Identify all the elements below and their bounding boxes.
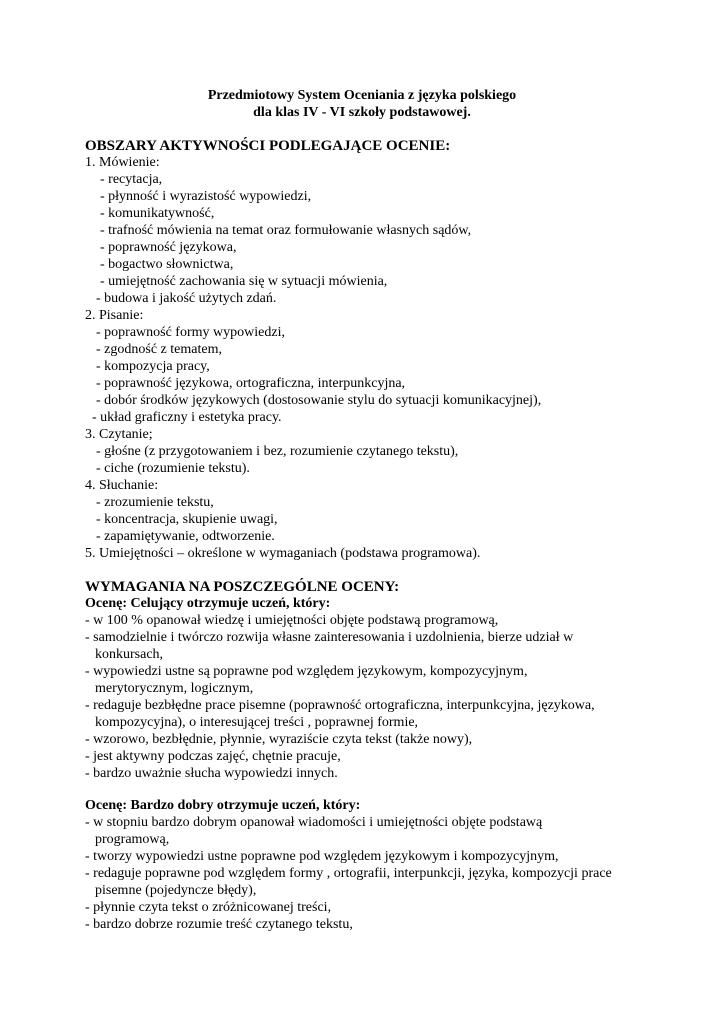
list-item: - poprawność językowa, [100, 240, 237, 255]
list-item: pisemne (pojedyncze błędy), [95, 883, 257, 898]
list-item: - dobór środków językowych (dostosowanie stylu do sytuacji komunikacyjnej), [96, 393, 542, 408]
area-speaking-label: 1. Mówienie: [85, 155, 160, 170]
list-item: - samodzielnie i twórczo rozwija własne zainteresowania i uzdolnienia, bierze udział w [85, 630, 574, 645]
area-skills-label: 5. Umiejętności – określone w wymaganiach (podstawa programowa). [85, 546, 481, 561]
document-title: Przedmiotowy System Oceniania z języka polskiego [207, 88, 517, 103]
grade-bardzo-dobry-heading: Ocenę: Bardzo dobry otrzymuje uczeń, który: [85, 798, 361, 813]
list-item: - recytacja, [100, 172, 163, 187]
area-listening-label: 4. Słuchanie: [85, 478, 159, 493]
grade-celujacy-heading: Ocenę: Celujący otrzymuje uczeń, który: [85, 596, 331, 611]
list-item: - układ graficzny i estetyka pracy. [92, 410, 282, 425]
list-item: - zgodność z tematem, [96, 342, 222, 357]
list-item: - ciche (rozumienie tekstu). [96, 461, 250, 476]
area-reading-label: 3. Czytanie; [85, 427, 153, 442]
list-item: - poprawność językowa, ortograficzna, interpunkcyjna, [96, 376, 406, 391]
list-item: - poprawność formy wypowiedzi, [96, 325, 285, 340]
list-item: - bardzo uważnie słucha wypowiedzi innych. [85, 766, 338, 781]
list-item: programową, [95, 832, 170, 847]
list-item: - bogactwo słownictwa, [100, 257, 234, 272]
list-item: - bardzo dobrze rozumie treść czytanego tekstu, [85, 917, 353, 932]
list-item: - umiejętność zachowania się w sytuacji mówienia, [100, 274, 388, 289]
list-item: kompozycyjna), o interesującej treści , poprawnej formie, [95, 715, 419, 730]
document-subtitle: dla klas IV - VI szkoły podstawowej. [253, 105, 471, 120]
list-item: - tworzy wypowiedzi ustne poprawne pod względem językowym i kompozycyjnym, [85, 849, 559, 864]
list-item: - płynność i wyrazistość wypowiedzi, [100, 189, 312, 204]
areas-heading: OBSZARY AKTYWNOŚCI PODLEGAJĄCE OCENIE: [85, 138, 451, 154]
list-item: merytorycznym, logicznym, [95, 681, 254, 696]
list-item: - głośne (z przygotowaniem i bez, rozumienie czytanego tekstu), [96, 444, 459, 459]
requirements-heading: WYMAGANIA NA POSZCZEGÓLNE OCENY: [85, 579, 400, 595]
list-item: - zrozumienie tekstu, [96, 495, 214, 510]
list-item: - kompozycja pracy, [96, 359, 210, 374]
list-item: - zapamiętywanie, odtworzenie. [96, 529, 275, 544]
area-writing-label: 2. Pisanie: [85, 308, 144, 323]
list-item: - trafność mówienia na temat oraz formułowanie własnych sądów, [100, 223, 472, 238]
list-item: - w 100 % opanował wiedzę i umiejętności objęte podstawą programową, [85, 613, 499, 628]
list-item: - koncentracja, skupienie uwagi, [96, 512, 278, 527]
list-item: - redaguje poprawne pod względem formy , ortografii, interpunkcji, języka, kompozycji prace [85, 866, 612, 881]
list-item: - redaguje bezbłędne prace pisemne (poprawność ortograficzna, interpunkcyjna, językowa, [85, 698, 595, 713]
list-item: - komunikatywność, [100, 206, 215, 221]
list-item: - jest aktywny podczas zajęć, chętnie pracuje, [85, 749, 341, 764]
list-item: - budowa i jakość użytych zdań. [96, 291, 277, 306]
list-item: - wzorowo, bezbłędnie, płynnie, wyraziście czyta tekst (także nowy), [85, 732, 473, 747]
list-item: - w stopniu bardzo dobrym opanował wiadomości i umiejętności objęte podstawą [85, 815, 543, 830]
list-item: - płynnie czyta tekst o zróżnicowanej treści, [85, 900, 332, 915]
list-item: konkursach, [95, 647, 164, 662]
list-item: - wypowiedzi ustne są poprawne pod względem językowym, kompozycyjnym, [85, 664, 528, 679]
